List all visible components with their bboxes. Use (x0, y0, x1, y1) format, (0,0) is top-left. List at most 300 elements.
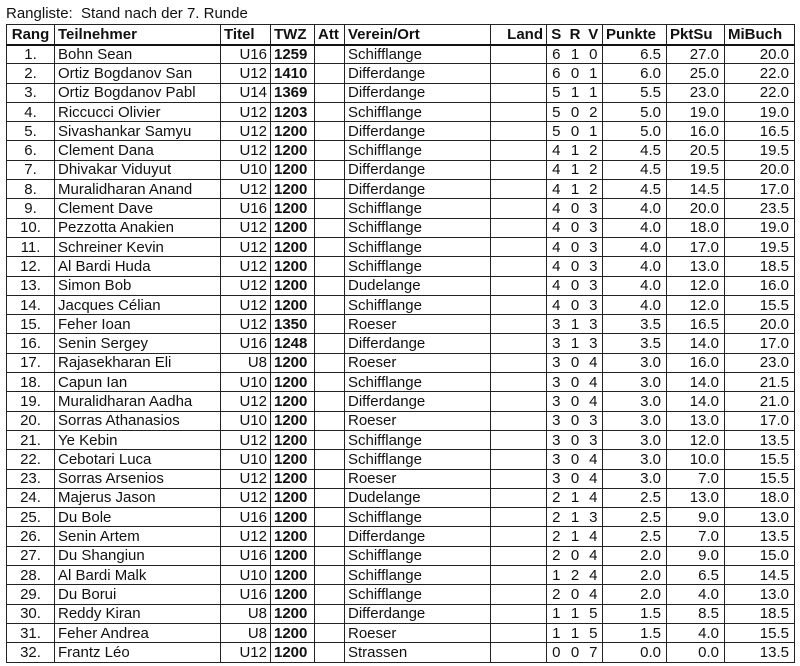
cell-r: 0 (566, 122, 585, 141)
cell-r: 0 (566, 295, 585, 314)
cell-teilnehmer: Senin Sergey (55, 334, 221, 353)
cell-titel: U12 (221, 643, 271, 662)
cell-land (491, 450, 547, 469)
cell-pktsu: 27.0 (667, 45, 725, 64)
table-row (7, 334, 795, 353)
cell-rang: 23. (7, 469, 55, 488)
cell-mibuch: 15.0 (725, 546, 795, 565)
cell-twz: 1200 (271, 160, 315, 179)
cell-s: 3 (547, 450, 566, 469)
cell-mibuch: 19.0 (725, 218, 795, 237)
table-header (7, 25, 795, 45)
cell-teilnehmer: Bohn Sean (55, 45, 221, 64)
cell-v: 3 (585, 276, 603, 295)
cell-punkte: 3.5 (603, 334, 667, 353)
cell-land (491, 315, 547, 334)
cell-teilnehmer: Rajasekharan Eli (55, 353, 221, 372)
cell-att (315, 411, 345, 430)
cell-verein: Schifflange (345, 45, 491, 64)
cell-titel: U12 (221, 141, 271, 160)
cell-mibuch: 21.0 (725, 392, 795, 411)
header-row (7, 25, 795, 45)
cell-twz: 1200 (271, 199, 315, 218)
cell-pktsu: 20.5 (667, 141, 725, 160)
cell-land (491, 566, 547, 585)
cell-teilnehmer: Clement Dave (55, 199, 221, 218)
cell-v: 7 (585, 643, 603, 662)
cell-v: 4 (585, 353, 603, 372)
table-row (7, 604, 795, 623)
cell-verein: Strassen (345, 643, 491, 662)
cell-titel: U12 (221, 488, 271, 507)
cell-att (315, 315, 345, 334)
cell-rang: 13. (7, 276, 55, 295)
cell-land (491, 122, 547, 141)
cell-punkte: 3.0 (603, 353, 667, 372)
cell-v: 3 (585, 430, 603, 449)
cell-r: 0 (566, 218, 585, 237)
cell-mibuch: 23.5 (725, 199, 795, 218)
cell-land (491, 585, 547, 604)
cell-teilnehmer: Cebotari Luca (55, 450, 221, 469)
cell-land (491, 276, 547, 295)
cell-v: 1 (585, 64, 603, 83)
cell-v: 2 (585, 160, 603, 179)
cell-r: 1 (566, 488, 585, 507)
cell-mibuch: 23.0 (725, 353, 795, 372)
cell-titel: U12 (221, 295, 271, 314)
cell-pktsu: 14.0 (667, 334, 725, 353)
table-row (7, 488, 795, 507)
cell-twz: 1200 (271, 604, 315, 623)
cell-verein: Roeser (345, 623, 491, 642)
cell-land (491, 643, 547, 662)
cell-punkte: 1.5 (603, 623, 667, 642)
cell-v: 4 (585, 450, 603, 469)
cell-titel: U16 (221, 508, 271, 527)
cell-twz: 1248 (271, 334, 315, 353)
cell-pktsu: 9.0 (667, 546, 725, 565)
cell-pktsu: 20.0 (667, 199, 725, 218)
cell-att (315, 469, 345, 488)
cell-rang: 5. (7, 122, 55, 141)
cell-verein: Schifflange (345, 430, 491, 449)
cell-punkte: 6.0 (603, 64, 667, 83)
cell-land (491, 353, 547, 372)
cell-titel: U16 (221, 585, 271, 604)
cell-att (315, 334, 345, 353)
cell-s: 3 (547, 353, 566, 372)
cell-att (315, 45, 345, 64)
cell-mibuch: 20.0 (725, 315, 795, 334)
cell-v: 2 (585, 180, 603, 199)
cell-pktsu: 13.0 (667, 488, 725, 507)
cell-rang: 3. (7, 83, 55, 102)
cell-land (491, 373, 547, 392)
cell-land (491, 430, 547, 449)
table-row (7, 527, 795, 546)
cell-v: 4 (585, 546, 603, 565)
cell-mibuch: 18.5 (725, 257, 795, 276)
cell-s: 3 (547, 392, 566, 411)
cell-twz: 1200 (271, 450, 315, 469)
cell-pktsu: 13.0 (667, 257, 725, 276)
cell-rang: 4. (7, 102, 55, 121)
cell-rang: 16. (7, 334, 55, 353)
cell-titel: U10 (221, 450, 271, 469)
cell-att (315, 160, 345, 179)
cell-verein: Differdange (345, 122, 491, 141)
cell-pktsu: 12.0 (667, 276, 725, 295)
cell-att (315, 450, 345, 469)
cell-punkte: 5.0 (603, 122, 667, 141)
cell-att (315, 218, 345, 237)
cell-twz: 1200 (271, 623, 315, 642)
cell-land (491, 392, 547, 411)
cell-s: 4 (547, 199, 566, 218)
cell-rang: 30. (7, 604, 55, 623)
cell-land (491, 334, 547, 353)
cell-att (315, 604, 345, 623)
cell-titel: U16 (221, 45, 271, 64)
cell-teilnehmer: Al Bardi Huda (55, 257, 221, 276)
cell-punkte: 4.0 (603, 295, 667, 314)
cell-rang: 25. (7, 508, 55, 527)
header-teilnehmer: Teilnehmer (55, 25, 221, 45)
cell-rang: 7. (7, 160, 55, 179)
cell-att (315, 141, 345, 160)
table-row (7, 180, 795, 199)
cell-v: 1 (585, 83, 603, 102)
cell-r: 0 (566, 373, 585, 392)
cell-verein: Schifflange (345, 508, 491, 527)
cell-rang: 6. (7, 141, 55, 160)
cell-twz: 1200 (271, 237, 315, 256)
cell-pktsu: 25.0 (667, 64, 725, 83)
cell-teilnehmer: Du Borui (55, 585, 221, 604)
cell-pktsu: 13.0 (667, 411, 725, 430)
cell-s: 4 (547, 141, 566, 160)
cell-att (315, 295, 345, 314)
cell-att (315, 199, 345, 218)
cell-twz: 1259 (271, 45, 315, 64)
cell-att (315, 64, 345, 83)
cell-r: 1 (566, 334, 585, 353)
cell-verein: Schifflange (345, 566, 491, 585)
cell-rang: 32. (7, 643, 55, 662)
cell-teilnehmer: Ye Kebin (55, 430, 221, 449)
cell-twz: 1200 (271, 122, 315, 141)
cell-mibuch: 19.5 (725, 237, 795, 256)
cell-rang: 31. (7, 623, 55, 642)
cell-teilnehmer: Feher Ioan (55, 315, 221, 334)
cell-land (491, 411, 547, 430)
cell-att (315, 546, 345, 565)
table-body (7, 45, 795, 663)
cell-titel: U14 (221, 83, 271, 102)
cell-land (491, 295, 547, 314)
cell-v: 3 (585, 334, 603, 353)
cell-verein: Schifflange (345, 218, 491, 237)
cell-s: 4 (547, 218, 566, 237)
cell-rang: 9. (7, 199, 55, 218)
cell-twz: 1200 (271, 373, 315, 392)
cell-mibuch: 22.0 (725, 64, 795, 83)
cell-att (315, 276, 345, 295)
cell-rang: 24. (7, 488, 55, 507)
header-r: R (566, 25, 585, 45)
cell-att (315, 83, 345, 102)
cell-punkte: 4.0 (603, 237, 667, 256)
cell-verein: Schifflange (345, 373, 491, 392)
cell-punkte: 3.0 (603, 392, 667, 411)
cell-r: 0 (566, 450, 585, 469)
cell-att (315, 643, 345, 662)
cell-teilnehmer: Schreiner Kevin (55, 237, 221, 256)
cell-land (491, 527, 547, 546)
cell-mibuch: 17.0 (725, 334, 795, 353)
cell-v: 4 (585, 566, 603, 585)
cell-teilnehmer: Muralidharan Aadha (55, 392, 221, 411)
cell-punkte: 2.5 (603, 527, 667, 546)
cell-twz: 1200 (271, 546, 315, 565)
table-row (7, 218, 795, 237)
cell-land (491, 45, 547, 64)
cell-verein: Differdange (345, 64, 491, 83)
cell-rang: 14. (7, 295, 55, 314)
cell-twz: 1350 (271, 315, 315, 334)
table-row (7, 141, 795, 160)
cell-titel: U12 (221, 257, 271, 276)
table-row (7, 430, 795, 449)
cell-pktsu: 4.0 (667, 623, 725, 642)
cell-s: 0 (547, 643, 566, 662)
table-row (7, 83, 795, 102)
cell-mibuch: 17.0 (725, 180, 795, 199)
cell-r: 0 (566, 411, 585, 430)
table-row (7, 585, 795, 604)
cell-s: 2 (547, 508, 566, 527)
cell-punkte: 3.0 (603, 430, 667, 449)
cell-s: 2 (547, 546, 566, 565)
cell-punkte: 5.0 (603, 102, 667, 121)
cell-mibuch: 22.0 (725, 83, 795, 102)
cell-pktsu: 6.5 (667, 566, 725, 585)
cell-att (315, 527, 345, 546)
header-rang: Rang (7, 25, 55, 45)
cell-r: 0 (566, 102, 585, 121)
cell-mibuch: 13.0 (725, 508, 795, 527)
table-row (7, 508, 795, 527)
cell-twz: 1200 (271, 527, 315, 546)
cell-land (491, 469, 547, 488)
cell-punkte: 4.5 (603, 141, 667, 160)
cell-pktsu: 9.0 (667, 508, 725, 527)
cell-teilnehmer: Simon Bob (55, 276, 221, 295)
cell-punkte: 6.5 (603, 45, 667, 64)
cell-verein: Differdange (345, 334, 491, 353)
table-row (7, 102, 795, 121)
cell-twz: 1203 (271, 102, 315, 121)
cell-titel: U16 (221, 546, 271, 565)
cell-v: 4 (585, 488, 603, 507)
cell-att (315, 237, 345, 256)
cell-s: 5 (547, 122, 566, 141)
cell-r: 0 (566, 199, 585, 218)
cell-titel: U12 (221, 315, 271, 334)
header-pktsu: PktSu (667, 25, 725, 45)
cell-s: 1 (547, 604, 566, 623)
cell-r: 0 (566, 257, 585, 276)
cell-verein: Differdange (345, 160, 491, 179)
cell-r: 1 (566, 45, 585, 64)
cell-titel: U10 (221, 160, 271, 179)
cell-v: 4 (585, 469, 603, 488)
table-row (7, 315, 795, 334)
cell-rang: 20. (7, 411, 55, 430)
cell-twz: 1200 (271, 469, 315, 488)
cell-twz: 1369 (271, 83, 315, 102)
header-land: Land (491, 25, 547, 45)
cell-s: 2 (547, 488, 566, 507)
cell-v: 3 (585, 315, 603, 334)
cell-teilnehmer: Capun Ian (55, 373, 221, 392)
cell-twz: 1200 (271, 141, 315, 160)
cell-r: 1 (566, 180, 585, 199)
cell-verein: Schifflange (345, 237, 491, 256)
cell-teilnehmer: Du Shangiun (55, 546, 221, 565)
cell-r: 2 (566, 566, 585, 585)
cell-verein: Schifflange (345, 585, 491, 604)
cell-rang: 29. (7, 585, 55, 604)
cell-punkte: 3.0 (603, 373, 667, 392)
table-row (7, 295, 795, 314)
cell-titel: U12 (221, 237, 271, 256)
cell-v: 4 (585, 392, 603, 411)
cell-twz: 1200 (271, 180, 315, 199)
cell-titel: U12 (221, 276, 271, 295)
cell-att (315, 373, 345, 392)
cell-titel: U12 (221, 122, 271, 141)
cell-r: 0 (566, 392, 585, 411)
cell-att (315, 623, 345, 642)
cell-titel: U10 (221, 566, 271, 585)
cell-verein: Differdange (345, 604, 491, 623)
cell-teilnehmer: Riccucci Olivier (55, 102, 221, 121)
cell-s: 4 (547, 237, 566, 256)
cell-verein: Roeser (345, 469, 491, 488)
cell-twz: 1200 (271, 430, 315, 449)
cell-v: 3 (585, 218, 603, 237)
cell-s: 6 (547, 64, 566, 83)
cell-titel: U12 (221, 469, 271, 488)
cell-rang: 17. (7, 353, 55, 372)
cell-s: 4 (547, 276, 566, 295)
cell-v: 0 (585, 45, 603, 64)
cell-land (491, 83, 547, 102)
cell-att (315, 353, 345, 372)
cell-pktsu: 14.5 (667, 180, 725, 199)
cell-s: 3 (547, 373, 566, 392)
cell-punkte: 3.0 (603, 469, 667, 488)
cell-teilnehmer: Muralidharan Anand (55, 180, 221, 199)
cell-verein: Roeser (345, 315, 491, 334)
cell-twz: 1200 (271, 585, 315, 604)
cell-mibuch: 13.5 (725, 430, 795, 449)
table-row (7, 392, 795, 411)
cell-pktsu: 4.0 (667, 585, 725, 604)
cell-pktsu: 10.0 (667, 450, 725, 469)
cell-pktsu: 16.5 (667, 315, 725, 334)
cell-land (491, 199, 547, 218)
cell-land (491, 237, 547, 256)
cell-verein: Differdange (345, 392, 491, 411)
cell-s: 2 (547, 585, 566, 604)
cell-titel: U12 (221, 392, 271, 411)
cell-verein: Schifflange (345, 295, 491, 314)
cell-r: 0 (566, 546, 585, 565)
cell-verein: Schifflange (345, 102, 491, 121)
cell-punkte: 4.0 (603, 218, 667, 237)
table-row (7, 45, 795, 64)
table-row (7, 257, 795, 276)
cell-att (315, 122, 345, 141)
cell-r: 0 (566, 469, 585, 488)
cell-punkte: 4.5 (603, 180, 667, 199)
header-twz: TWZ (271, 25, 315, 45)
cell-pktsu: 19.0 (667, 102, 725, 121)
cell-verein: Schifflange (345, 546, 491, 565)
cell-teilnehmer: Ortiz Bogdanov Pabl (55, 83, 221, 102)
cell-titel: U12 (221, 102, 271, 121)
cell-pktsu: 16.0 (667, 353, 725, 372)
cell-pktsu: 17.0 (667, 237, 725, 256)
cell-verein: Schifflange (345, 450, 491, 469)
table-row (7, 546, 795, 565)
cell-twz: 1200 (271, 392, 315, 411)
cell-verein: Roeser (345, 411, 491, 430)
cell-twz: 1200 (271, 218, 315, 237)
cell-rang: 28. (7, 566, 55, 585)
cell-v: 2 (585, 141, 603, 160)
cell-land (491, 180, 547, 199)
cell-v: 5 (585, 623, 603, 642)
cell-r: 1 (566, 83, 585, 102)
cell-titel: U12 (221, 218, 271, 237)
header-verein: Verein/Ort (345, 25, 491, 45)
cell-att (315, 585, 345, 604)
cell-r: 0 (566, 585, 585, 604)
table-row (7, 411, 795, 430)
cell-mibuch: 16.0 (725, 276, 795, 295)
cell-rang: 18. (7, 373, 55, 392)
table-row (7, 237, 795, 256)
cell-v: 4 (585, 373, 603, 392)
cell-rang: 21. (7, 430, 55, 449)
cell-twz: 1410 (271, 64, 315, 83)
cell-r: 1 (566, 623, 585, 642)
cell-teilnehmer: Sorras Athanasios (55, 411, 221, 430)
cell-land (491, 546, 547, 565)
cell-land (491, 604, 547, 623)
cell-s: 3 (547, 469, 566, 488)
cell-mibuch: 20.0 (725, 160, 795, 179)
cell-pktsu: 16.0 (667, 122, 725, 141)
cell-mibuch: 15.5 (725, 295, 795, 314)
table-row (7, 199, 795, 218)
cell-punkte: 4.0 (603, 276, 667, 295)
cell-s: 3 (547, 411, 566, 430)
